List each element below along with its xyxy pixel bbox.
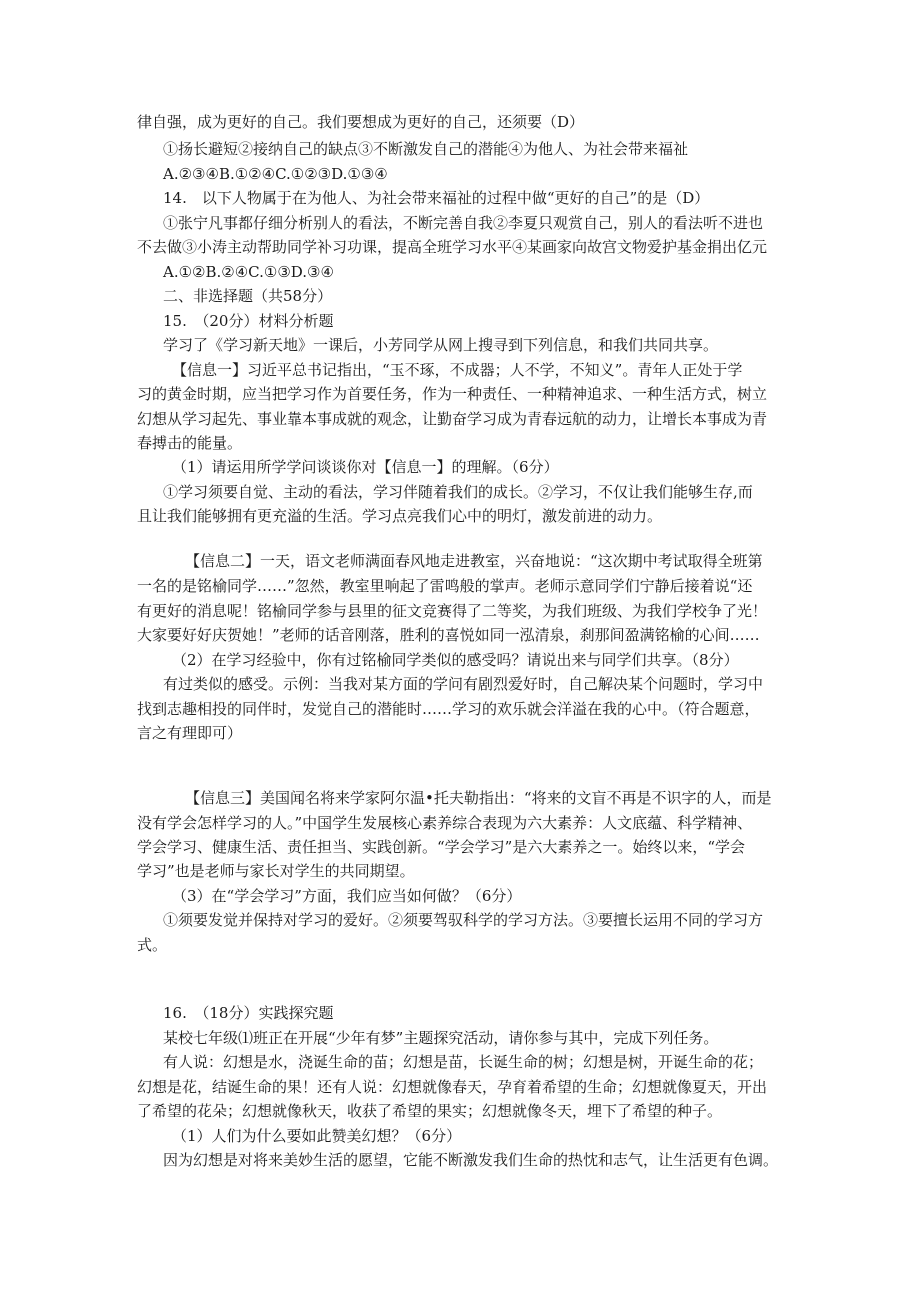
- answer-line: 找到志趣相投的同伴时，发觉自己的潜能时……学习的欢乐就会洋溢在我的心中。（符合题意，: [137, 700, 760, 718]
- text-line: 学习”也是老师与家长对学生的共同期望。: [137, 862, 415, 880]
- question-14: 14. 以下人物属于在为他人、为社会带来福祉的过程中做“更好的自己”的是（D）: [163, 189, 710, 207]
- subquestion: （2）在学习经验中，你有过铭榆同学类似的感受吗？请说出来与同学们共享。（8分）: [172, 651, 739, 669]
- text-line: 一名的是铭榆同学……”忽然，教室里响起了雷鸣般的掌声。老师示意同学们宁静后接着说“还: [137, 577, 753, 595]
- text-line: 春搏击的能量。: [137, 434, 243, 452]
- text-line: 有人说：幻想是水，浇诞生命的苗；幻想是苗，长诞生命的树；幻想是树，开诞生命的花；: [163, 1053, 764, 1071]
- subquestion: （1）请运用所学学问谈谈你对【信息一】的理解。（6分）: [172, 458, 559, 476]
- text-line: 学会学习、健康生活、责任担当、实践创新。“学会学习”是六大素养之一。始终以来，“学会: [137, 838, 746, 856]
- text-line: 有更好的消息呢！铭榆同学参与县里的征文竞赛得了二等奖，为我们班级、为我们学校争了光！: [137, 602, 768, 620]
- answer-line: 有过类似的感受。示例：当我对某方面的学问有剧烈爱好时，自己解决某个问题时，学习中: [163, 675, 764, 693]
- text-line: A.②③④B.①②④C.①②③D.①③④: [163, 165, 388, 183]
- text-line: 律自强，成为更好的自己。我们要想成为更好的自己，还须要（D）: [137, 113, 585, 131]
- answer-line: 因为幻想是对将来美妙生活的愿望，它能不断激发我们生命的热忱和志气，让生活更有色调。: [163, 1151, 779, 1169]
- question-15: 15. （20分）材料分析题: [163, 312, 334, 330]
- info-2: 【信息二】一天，语文老师满面春风地走进教室，兴奋地说：“这次期中考试取得全班第: [185, 552, 763, 570]
- answer-line: ①须要发觉并保持对学习的爱好。②须要驾驭科学的学习方法。③要擅长运用不同的学习方: [163, 911, 764, 929]
- text-line: 习的黄金时期，应当把学习作为首要任务，作为一种责任、一种精神追求、一种生活方式，树立: [137, 385, 768, 403]
- text-line: 幻想是花，结诞生命的果！还有人说：幻想就像春天，孕育着希望的生命；幻想就像夏天，开出: [137, 1078, 768, 1096]
- text-line: 幻想从学习起先、事业靠本事成就的观念，让勤奋学习成为青春远航的动力，让增长本事成为青: [137, 410, 768, 428]
- info-1: 【信息一】习近平总书记指出，“玉不琢，不成器；人不学，不知义”。青年人正处于学: [172, 361, 743, 379]
- info-3: 【信息三】美国闻名将来学家阿尔温•托夫勒指出：“将来的文盲不再是不识字的人，而是: [185, 789, 772, 807]
- text-line: 大家要好好庆贺她！”老师的话音刚落，胜利的喜悦如同一泓清泉，刹那间盈满铭榆的心间……: [137, 626, 760, 644]
- answer-line: ①学习须要自觉、主动的看法，学习伴随着我们的成长。②学习，不仅让我们能够生存,而: [163, 483, 753, 501]
- text-line: 了希望的花朵；幻想就像秋天，收获了希望的果实；幻想就像冬天，埋下了希望的种子。: [137, 1102, 723, 1120]
- section-heading: 二、非选择题（共58分）: [163, 287, 333, 305]
- question-16: 16. （18分）实践探究题: [163, 1004, 334, 1022]
- text-line: 不去做③小涛主动帮助同学补习功课，提高全班学习水平④某画家向故宫文物爱护基金捐出亿元: [137, 238, 768, 256]
- text-line: 学习了《学习新天地》一课后，小芳同学从网上搜寻到下列信息，和我们共同共享。: [163, 336, 719, 354]
- answer-line: 式。: [137, 936, 168, 954]
- text-line: A.①②B.②④C.①③D.③④: [163, 263, 334, 281]
- subquestion: （1）人们为什么要如此赞美幻想？（6分）: [172, 1127, 462, 1145]
- answer-line: 且让我们能够拥有更充溢的生活。学习点亮我们心中的明灯，激发前进的动力。: [137, 507, 663, 525]
- subquestion: （3）在“学会学习”方面，我们应当如何做？（6分）: [172, 887, 522, 905]
- text-line: 没有学会怎样学习的人。”中国学生发展核心素养综合表现为六大素养：人文底蕴、科学精神、: [137, 814, 753, 832]
- text-line: 某校七年级⑴班正在开展“少年有梦”主题探究活动，请你参与其中，完成下列任务。: [163, 1029, 719, 1047]
- text-line: ①张宁凡事都仔细分析别人的看法，不断完善自我②李夏只观赏自己，别人的看法听不进也: [163, 214, 764, 232]
- text-line: ①扬长避短②接纳自己的缺点③不断激发自己的潜能④为他人、为社会带来福祉: [163, 140, 689, 158]
- answer-line: 言之有理即可）: [137, 724, 243, 742]
